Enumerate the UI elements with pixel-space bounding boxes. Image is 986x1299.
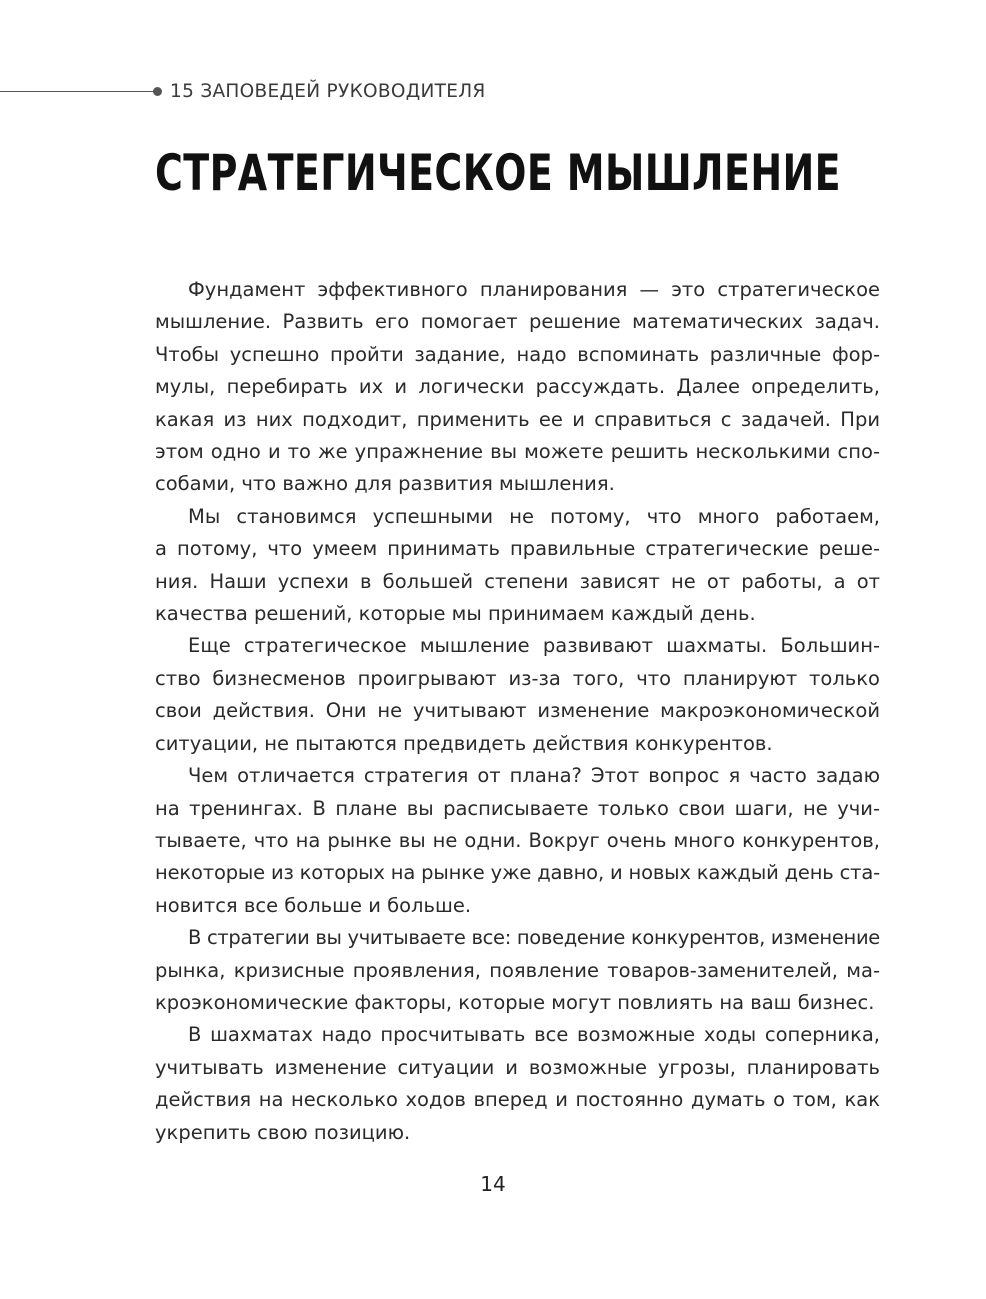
running-head-title: 15 ЗАПОВЕДЕЙ РУКОВОДИТЕЛЯ xyxy=(170,81,486,102)
paragraph xyxy=(155,922,880,1019)
text-line: ния. Наши успехи в большей степени зависят не от работы, а от xyxy=(155,569,880,593)
running-head xyxy=(0,80,600,104)
text-line: Мы становимся успешными не потому, что много работаем, xyxy=(188,504,880,528)
text-line: рынка, кризисные проявления, появление товаров-заменителей, ма- xyxy=(155,958,880,982)
paragraph xyxy=(155,1019,880,1149)
text-line: Чтобы успешно пройти задание, надо вспоминать различные фор- xyxy=(155,342,880,366)
text-line: этом одно и то же упражнение вы можете решить несколькими спо- xyxy=(155,440,880,464)
text-line: тываете, что на рынке вы не одни. Вокруг очень много конкурентов, xyxy=(155,828,880,852)
text-line: собами, что важно для развития мышления. xyxy=(155,472,615,496)
paragraph xyxy=(155,630,880,760)
text-line: некоторые из которых на рынке уже давно, и новых каждый день ста- xyxy=(155,861,880,885)
text-line: мулы, перебирать их и логически рассуждать. Далее определить, xyxy=(155,375,880,399)
text-line: а потому, что умеем принимать правильные стратегические реше- xyxy=(155,537,880,561)
paragraph xyxy=(155,274,880,501)
text-line: какая из них подходит, применить ее и справиться с задачей. При xyxy=(155,407,880,431)
text-line: ситуации, не пытаются предвидеть действия конкурентов. xyxy=(155,731,773,755)
paragraph xyxy=(155,501,880,631)
body-text xyxy=(155,274,880,1149)
text-line: Еще стратегическое мышление развивают шахматы. Большин- xyxy=(188,634,880,658)
chapter-title: СТРАТЕГИЧЕСКОЕ МЫШЛЕНИЕ xyxy=(155,144,842,202)
text-line: кроэкономические факторы, которые могут повлиять на ваш бизнес. xyxy=(155,990,875,1014)
paragraph xyxy=(155,760,880,922)
text-line: В стратегии вы учитываете все: поведение конкурентов, изменение xyxy=(188,926,880,950)
running-head-rule xyxy=(0,91,154,92)
bullet-dot-icon xyxy=(153,87,162,96)
text-line: ство бизнесменов проигрывают из-за того, что планируют только xyxy=(155,666,880,690)
text-line: свои действия. Они не учитывают изменение макроэкономической xyxy=(155,699,880,723)
text-line: действия на несколько ходов вперед и постоянно думать о том, как xyxy=(155,1088,880,1112)
text-line: укрепить свою позицию. xyxy=(155,1120,411,1144)
text-line: мышление. Развить его помогает решение математических задач. xyxy=(155,310,880,334)
text-line: новится все больше и больше. xyxy=(155,893,472,917)
text-line: качества решений, которые мы принимаем каждый день. xyxy=(155,602,756,626)
text-line: В шахматах надо просчитывать все возможные ходы соперника, xyxy=(188,1023,880,1047)
text-line: Фундамент эффективного планирования — это стратегическое xyxy=(188,278,880,301)
page-number: 14 xyxy=(480,1172,506,1196)
text-line: на тренингах. В плане вы расписываете только свои шаги, не учи- xyxy=(155,796,880,820)
text-line: учитывать изменение ситуации и возможные угрозы, планировать xyxy=(155,1055,880,1079)
text-line: Чем отличается стратегия от плана? Этот вопрос я часто задаю xyxy=(188,764,880,788)
